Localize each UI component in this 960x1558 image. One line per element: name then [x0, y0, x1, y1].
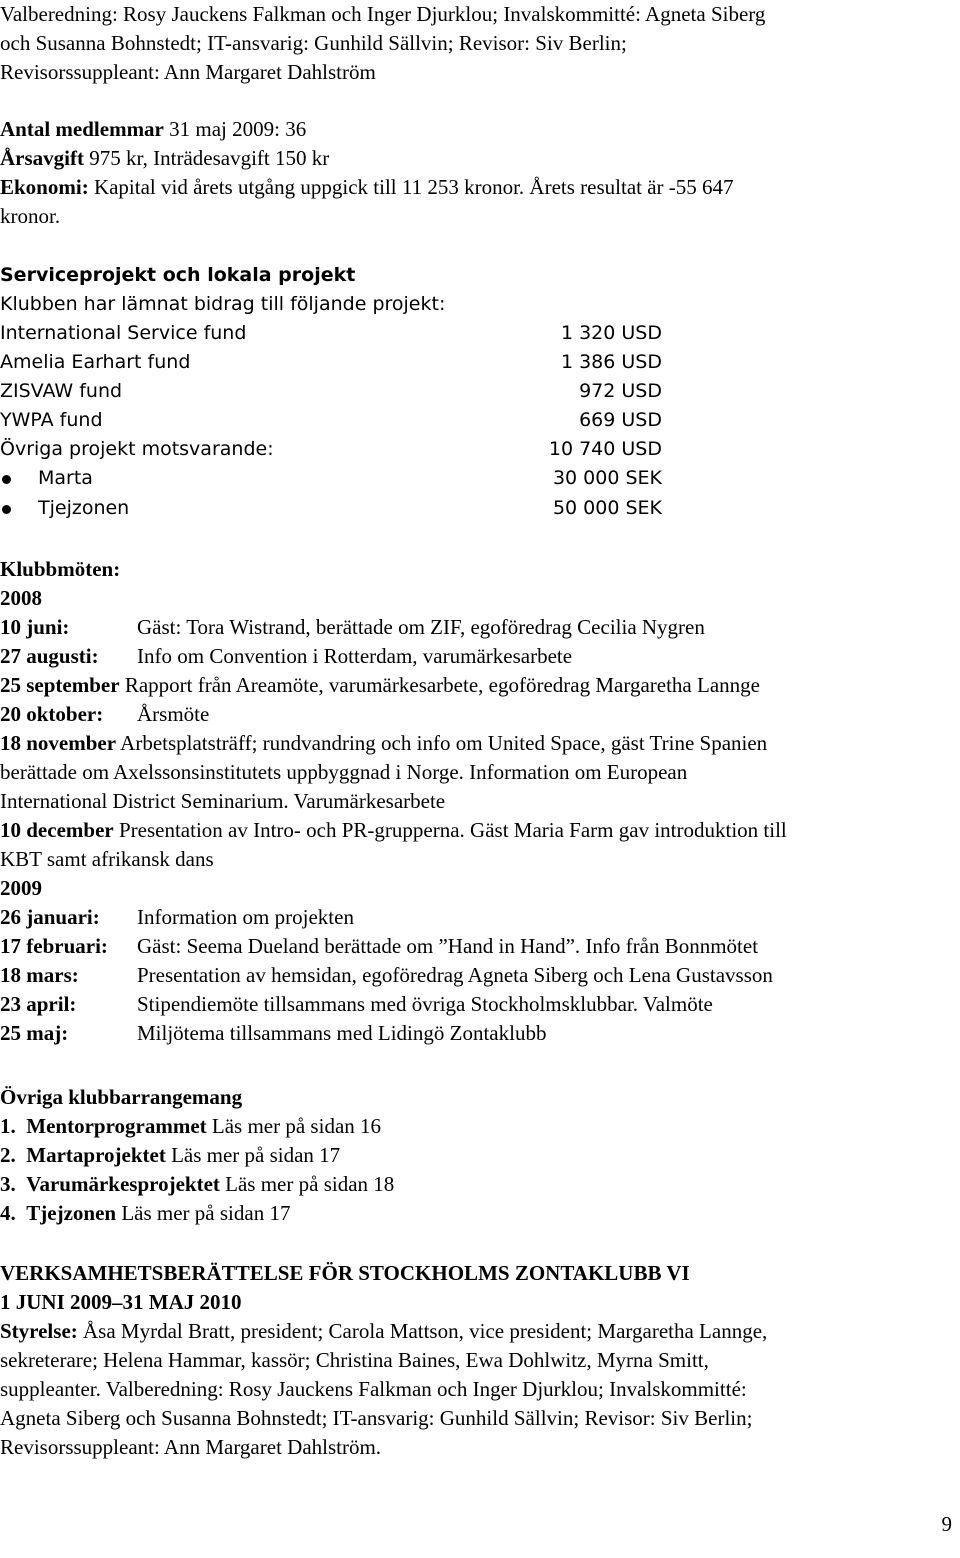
meeting-row — [0, 990, 958, 1019]
project-name: International Service fund — [0, 322, 247, 344]
meeting-date: 27 augusti: — [0, 644, 99, 668]
project-amount: 1 386 USD — [560, 351, 662, 373]
projects-heading: Serviceprojekt och lokala projekt — [0, 264, 356, 286]
meeting-date: 25 maj: — [0, 1021, 69, 1045]
economy-cont: kronor. — [0, 204, 61, 228]
report-line: Agneta Siberg och Susanna Bohnstedt; IT-ansvarig: Gunhild Sällvin; Revisor: Siv Berlin; — [0, 1406, 753, 1430]
other-title: Tjejzonen — [26, 1201, 117, 1225]
project-amount: 669 USD — [579, 409, 662, 431]
year-heading: 2008 — [0, 586, 42, 610]
project-name: ZISVAW fund — [0, 380, 123, 402]
meeting-text: Info om Convention i Rotterdam, varumärkesarbete — [137, 644, 573, 668]
projects-intro: Klubben har lämnat bidrag till följande projekt: — [0, 293, 446, 315]
meeting-row — [0, 1019, 958, 1048]
project-name: Amelia Earhart fund — [0, 351, 191, 373]
project-amount: 50 000 SEK — [552, 497, 662, 519]
meeting-date: 20 oktober: — [0, 702, 104, 726]
other-ref: Läs mer på sidan 17 — [116, 1201, 291, 1225]
other-num: 1. — [0, 1114, 16, 1138]
other-num: 2. — [0, 1143, 16, 1167]
meeting-text: Gäst: Tora Wistrand, berättade om ZIF, egoföredrag Cecilia Nygren — [137, 615, 705, 639]
project-amount: 10 740 USD — [548, 438, 662, 460]
project-amount: 1 320 USD — [560, 322, 662, 344]
meeting-text: Rapport från Areamöte, varumärkesarbete, egoföredrag Margaretha Lannge — [119, 673, 760, 697]
other-title: Martaprojektet — [26, 1143, 166, 1167]
other-item — [0, 1141, 958, 1170]
other-title: Mentorprogrammet — [26, 1114, 207, 1138]
report-section — [0, 1259, 958, 1462]
page-number: 9 — [941, 1512, 952, 1536]
report-line: Revisorssuppleant: Ann Margaret Dahlström. — [0, 1435, 382, 1459]
meeting-text: Presentation av hemsidan, egoföredrag Agneta Siberg och Lena Gustavsson — [137, 963, 773, 987]
project-row — [0, 319, 662, 348]
project-row — [0, 377, 662, 406]
economy-text: Kapital vid årets utgång uppgick till 11 253 kronor. Årets resultat är -55 647 — [88, 175, 734, 199]
meeting-row — [0, 932, 958, 961]
meeting-row — [0, 700, 958, 729]
other-title: Varumärkesprojektet — [26, 1172, 220, 1196]
other-item — [0, 1112, 958, 1141]
meetings-heading: Klubbmöten: — [0, 557, 121, 581]
meeting-date: 18 mars: — [0, 963, 79, 987]
board-label: Styrelse: — [0, 1319, 78, 1343]
meeting-text: Arbetsplatsträff; rundvandring och info om United Space, gäst Trine Spanien — [116, 731, 768, 755]
meeting-text: Presentation av Intro- och PR-grupperna. Gäst Maria Farm gav introduktion till — [113, 818, 787, 842]
other-section — [0, 1083, 958, 1228]
intro-line: Valberedning: Rosy Jauckens Falkman och Inger Djurklou; Invalskommitté: Agneta Siberg — [0, 2, 766, 26]
project-row — [0, 348, 662, 377]
other-heading: Övriga klubbarrangemang — [0, 1085, 243, 1109]
meeting-text-cont: KBT samt afrikansk dans — [0, 847, 214, 871]
intro-line: Revisorssuppleant: Ann Margaret Dahlström — [0, 60, 376, 84]
intro-line: och Susanna Bohnstedt; IT-ansvarig: Gunhild Sällvin; Revisor: Siv Berlin; — [0, 31, 627, 55]
meeting-date: 18 november — [0, 731, 117, 755]
bullet-icon — [2, 475, 11, 484]
year-heading: 2009 — [0, 876, 42, 900]
meetings-section — [0, 555, 958, 1048]
meeting-date: 25 september — [0, 673, 120, 697]
meeting-row — [0, 816, 958, 845]
project-name: Marta — [38, 467, 93, 489]
project-name: Tjejzonen — [38, 497, 130, 519]
project-amount: 30 000 SEK — [552, 467, 662, 489]
report-title: VERKSAMHETSBERÄTTELSE FÖR STOCKHOLMS ZONTAKLUBB VI — [0, 1261, 690, 1285]
meeting-date: 10 juni: — [0, 615, 70, 639]
economy-line — [0, 173, 958, 202]
report-line: suppleanter. Valberedning: Rosy Jauckens Falkman och Inger Djurklou; Invalskommitté: — [0, 1377, 747, 1401]
meeting-text: Information om projekten — [137, 905, 354, 929]
meeting-text: Miljötema tillsammans med Lidingö Zontaklubb — [137, 1021, 547, 1045]
fee-line — [0, 144, 958, 173]
other-ref: Läs mer på sidan 16 — [206, 1114, 382, 1138]
meeting-row — [0, 961, 958, 990]
report-line: sekreterare; Helena Hammar, kassör; Christina Baines, Ewa Dohlwitz, Myrna Smitt, — [0, 1348, 709, 1372]
meeting-text-cont: berättade om Axelssonsinstitutets uppbyggnad i Norge. Information om European — [0, 760, 688, 784]
project-bullet-row — [0, 464, 662, 494]
members-text: 31 maj 2009: 36 — [163, 117, 307, 141]
meeting-text-cont: International District Seminarium. Varumärkesarbete — [0, 789, 446, 813]
intro-section — [0, 0, 958, 87]
meeting-date: 23 april: — [0, 992, 77, 1016]
project-name: Övriga projekt motsvarande: — [0, 438, 274, 460]
fee-label: Årsavgift — [0, 146, 84, 170]
meeting-text: Årsmöte — [137, 702, 210, 726]
other-num: 4. — [0, 1201, 16, 1225]
meeting-row — [0, 729, 958, 758]
meeting-row — [0, 642, 958, 671]
fee-text: 975 kr, Inträdesavgift 150 kr — [83, 146, 330, 170]
meeting-text: Stipendiemöte tillsammans med övriga Stockholmsklubbar. Valmöte — [137, 992, 713, 1016]
project-amount: 972 USD — [579, 380, 662, 402]
other-num: 3. — [0, 1172, 16, 1196]
meeting-text: Gäst: Seema Dueland berättade om ”Hand in Hand”. Info från Bonnmötet — [137, 934, 759, 958]
project-bullet-row — [0, 494, 662, 524]
other-ref: Läs mer på sidan 17 — [165, 1143, 341, 1167]
project-name: YWPA fund — [0, 409, 103, 431]
other-ref: Läs mer på sidan 18 — [219, 1172, 395, 1196]
other-item — [0, 1199, 958, 1228]
members-line — [0, 115, 958, 144]
bullet-icon — [2, 505, 11, 514]
other-item — [0, 1170, 958, 1199]
meeting-row — [0, 903, 958, 932]
meeting-row — [0, 613, 958, 642]
members-label: Antal medlemmar — [0, 117, 164, 141]
projects-section — [0, 261, 958, 524]
stats-section — [0, 115, 958, 231]
report-period: 1 JUNI 2009–31 MAJ 2010 — [0, 1290, 242, 1314]
economy-label: Ekonomi: — [0, 175, 89, 199]
meeting-date: 17 februari: — [0, 934, 108, 958]
board-text: Åsa Myrdal Bratt, president; Carola Mattson, vice president; Margaretha Lannge, — [77, 1319, 768, 1343]
meeting-date: 26 januari: — [0, 905, 100, 929]
meeting-date: 10 december — [0, 818, 114, 842]
board-line — [0, 1317, 958, 1346]
meeting-row — [0, 671, 958, 700]
project-row — [0, 406, 662, 435]
project-row — [0, 435, 662, 464]
